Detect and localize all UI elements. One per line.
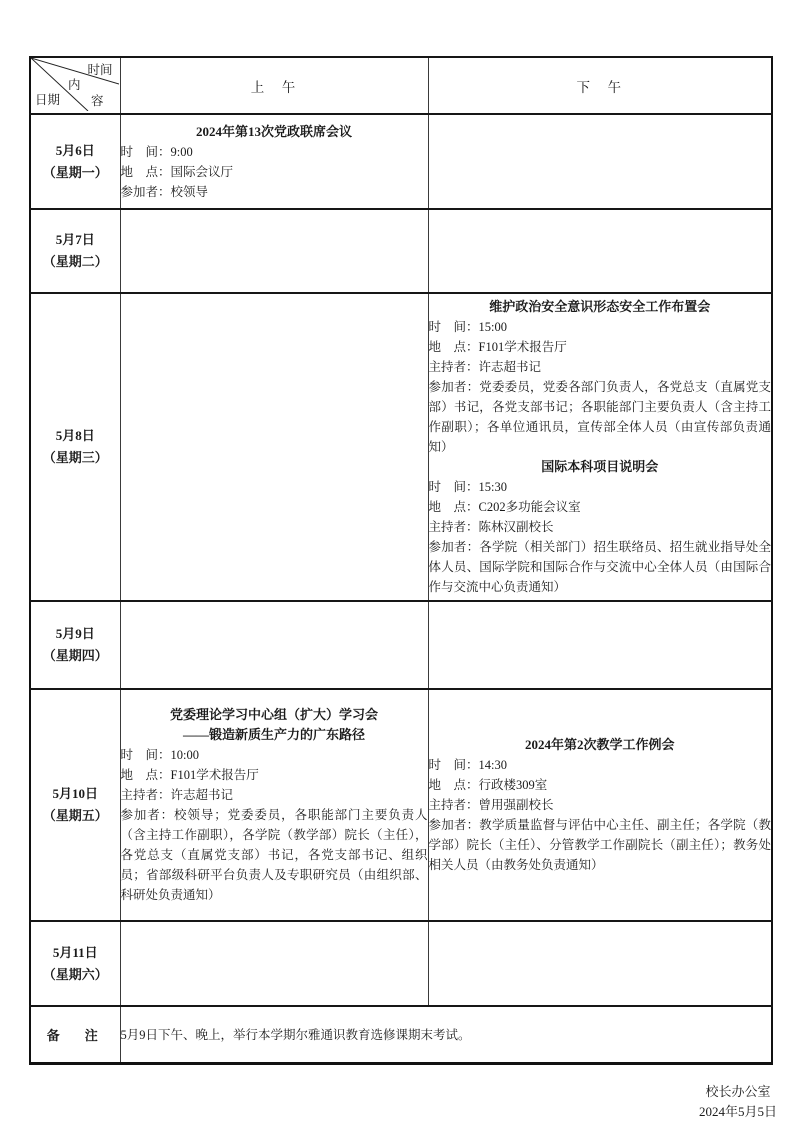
event-title: 2024年第13次党政联席会议 <box>195 123 352 139</box>
signature-office: 校长办公室 <box>705 1084 771 1099</box>
date-text: 5月9日 <box>55 626 95 641</box>
event-title: 党委理论学习中心组（扩大）学习会 <box>169 707 378 722</box>
day-row-may-10 <box>30 689 772 921</box>
afternoon-cell-may-8 <box>428 293 772 601</box>
event-line: 时 间：15:00 <box>428 320 507 334</box>
date-text: 5月11日 <box>52 944 98 960</box>
event-line: 时 间：10:00 <box>120 748 199 762</box>
event-title: 维护政治安全意识形态安全工作布置会 <box>489 299 711 314</box>
corner-label-content-1: 内 <box>68 78 81 92</box>
event-line: 地 点：C202多功能会议室 <box>428 500 581 514</box>
afternoon-cell-may-7 <box>428 209 772 293</box>
event-title: 2024年第2次教学工作例会 <box>524 737 675 752</box>
event-line: 参加者：校领导；党委委员，各职能部门主要负责人（含主持工作副职），各学院（教学部）院长（主任），各党总支（直属党支部）书记，各党支部书记、组织员；省部级科研平台负责人及专职研究员（由组织部、科研处负责通知） <box>120 808 428 902</box>
event-line: 地 点：行政楼309室 <box>428 778 548 792</box>
day-row-may-8 <box>30 293 772 601</box>
date-cell-may-10 <box>30 689 120 921</box>
signature-block <box>699 1082 777 1122</box>
date-cell-may-7 <box>30 209 120 293</box>
column-header-morning: 上 午 <box>120 57 428 114</box>
event-line: 地 点：F101学术报告厅 <box>120 768 259 782</box>
day-row-may-7 <box>30 209 772 293</box>
event-line: 主持者：许志超书记 <box>120 788 234 802</box>
event-title: 国际本科项目说明会 <box>541 459 659 474</box>
weekday-text: （星期四） <box>42 648 108 663</box>
corner-label-content-2: 容 <box>91 94 104 108</box>
event-line: 地 点：F101学术报告厅 <box>428 340 567 354</box>
event-line: 参加者：党委委员，党委各部门负责人，各党总支（直属党支部）书记，各党支部书记；各职能部门主要负责人（含主持工作副职）；各单位通讯员，宣传部全体人员（由宣传部负责通知） <box>428 380 771 454</box>
event-line: 主持者：陈林汉副校长 <box>428 520 554 534</box>
event-line: 时 间：14:30 <box>428 758 507 772</box>
remark-text: 5月9日下午、晚上，举行本学期尔雅通识教育选修课期末考试。 <box>120 1006 772 1063</box>
column-header-afternoon: 下 午 <box>428 57 772 114</box>
weekly-schedule-table <box>29 56 773 1065</box>
event-line: 主持者：许志超书记 <box>428 360 542 374</box>
weekday-text: （星期五） <box>42 808 108 823</box>
event-line: 主持者：曾用强副校长 <box>428 798 554 812</box>
event-line: 地 点：国际会议厅 <box>120 164 234 179</box>
event-line: 时 间：15:30 <box>428 480 507 494</box>
date-cell-may-9 <box>30 601 120 689</box>
corner-label-time: 时间 <box>87 63 113 77</box>
event-line: 参加者：各学院（相关部门）招生联络员、招生就业指导处全体人员、国际学院和国际合作与交流中心全体人员（由国际合作与交流中心负责通知） <box>428 540 771 594</box>
afternoon-cell-may-9 <box>428 601 772 689</box>
date-cell-may-11 <box>30 921 120 1006</box>
corner-header-cell <box>30 57 120 114</box>
signature-date: 2024年5月5日 <box>698 1104 777 1119</box>
afternoon-cell-may-11 <box>428 921 772 1006</box>
event-line: 参加者：校领导 <box>120 184 209 199</box>
weekday-text: （星期三） <box>42 450 108 465</box>
date-text: 5月8日 <box>55 428 95 443</box>
date-text: 5月10日 <box>52 786 98 801</box>
event-title: ——锻造新质生产力的广东路径 <box>182 727 365 742</box>
morning-cell-may-11 <box>120 921 428 1006</box>
morning-cell-may-8 <box>120 293 428 601</box>
date-cell-may-6 <box>30 114 120 209</box>
afternoon-cell-may-6 <box>428 114 772 209</box>
remark-label: 备 注 <box>30 1006 120 1063</box>
afternoon-cell-may-10 <box>428 689 772 921</box>
morning-cell-may-7 <box>120 209 428 293</box>
morning-cell-may-9 <box>120 601 428 689</box>
event-line: 时 间：9:00 <box>120 144 193 159</box>
corner-label-date: 日期 <box>35 93 61 107</box>
day-row-may-11 <box>30 921 772 1006</box>
event-line: 参加者：教学质量监督与评估中心主任、副主任；各学院（教学部）院长（主任）、分管教学工作副院长（副主任）；教务处相关人员（由教务处负责通知） <box>428 818 771 872</box>
day-row-may-6 <box>30 114 772 209</box>
day-row-may-9 <box>30 601 772 689</box>
morning-cell-may-6 <box>120 114 428 209</box>
weekday-text: （星期六） <box>42 966 108 982</box>
date-text: 5月6日 <box>55 142 95 158</box>
weekday-text: （星期一） <box>42 164 108 180</box>
morning-cell-may-10 <box>120 689 428 921</box>
date-text: 5月7日 <box>55 232 95 247</box>
weekday-text: （星期二） <box>42 254 108 269</box>
header-row <box>30 57 772 114</box>
date-cell-may-8 <box>30 293 120 601</box>
remark-row <box>30 1006 772 1063</box>
